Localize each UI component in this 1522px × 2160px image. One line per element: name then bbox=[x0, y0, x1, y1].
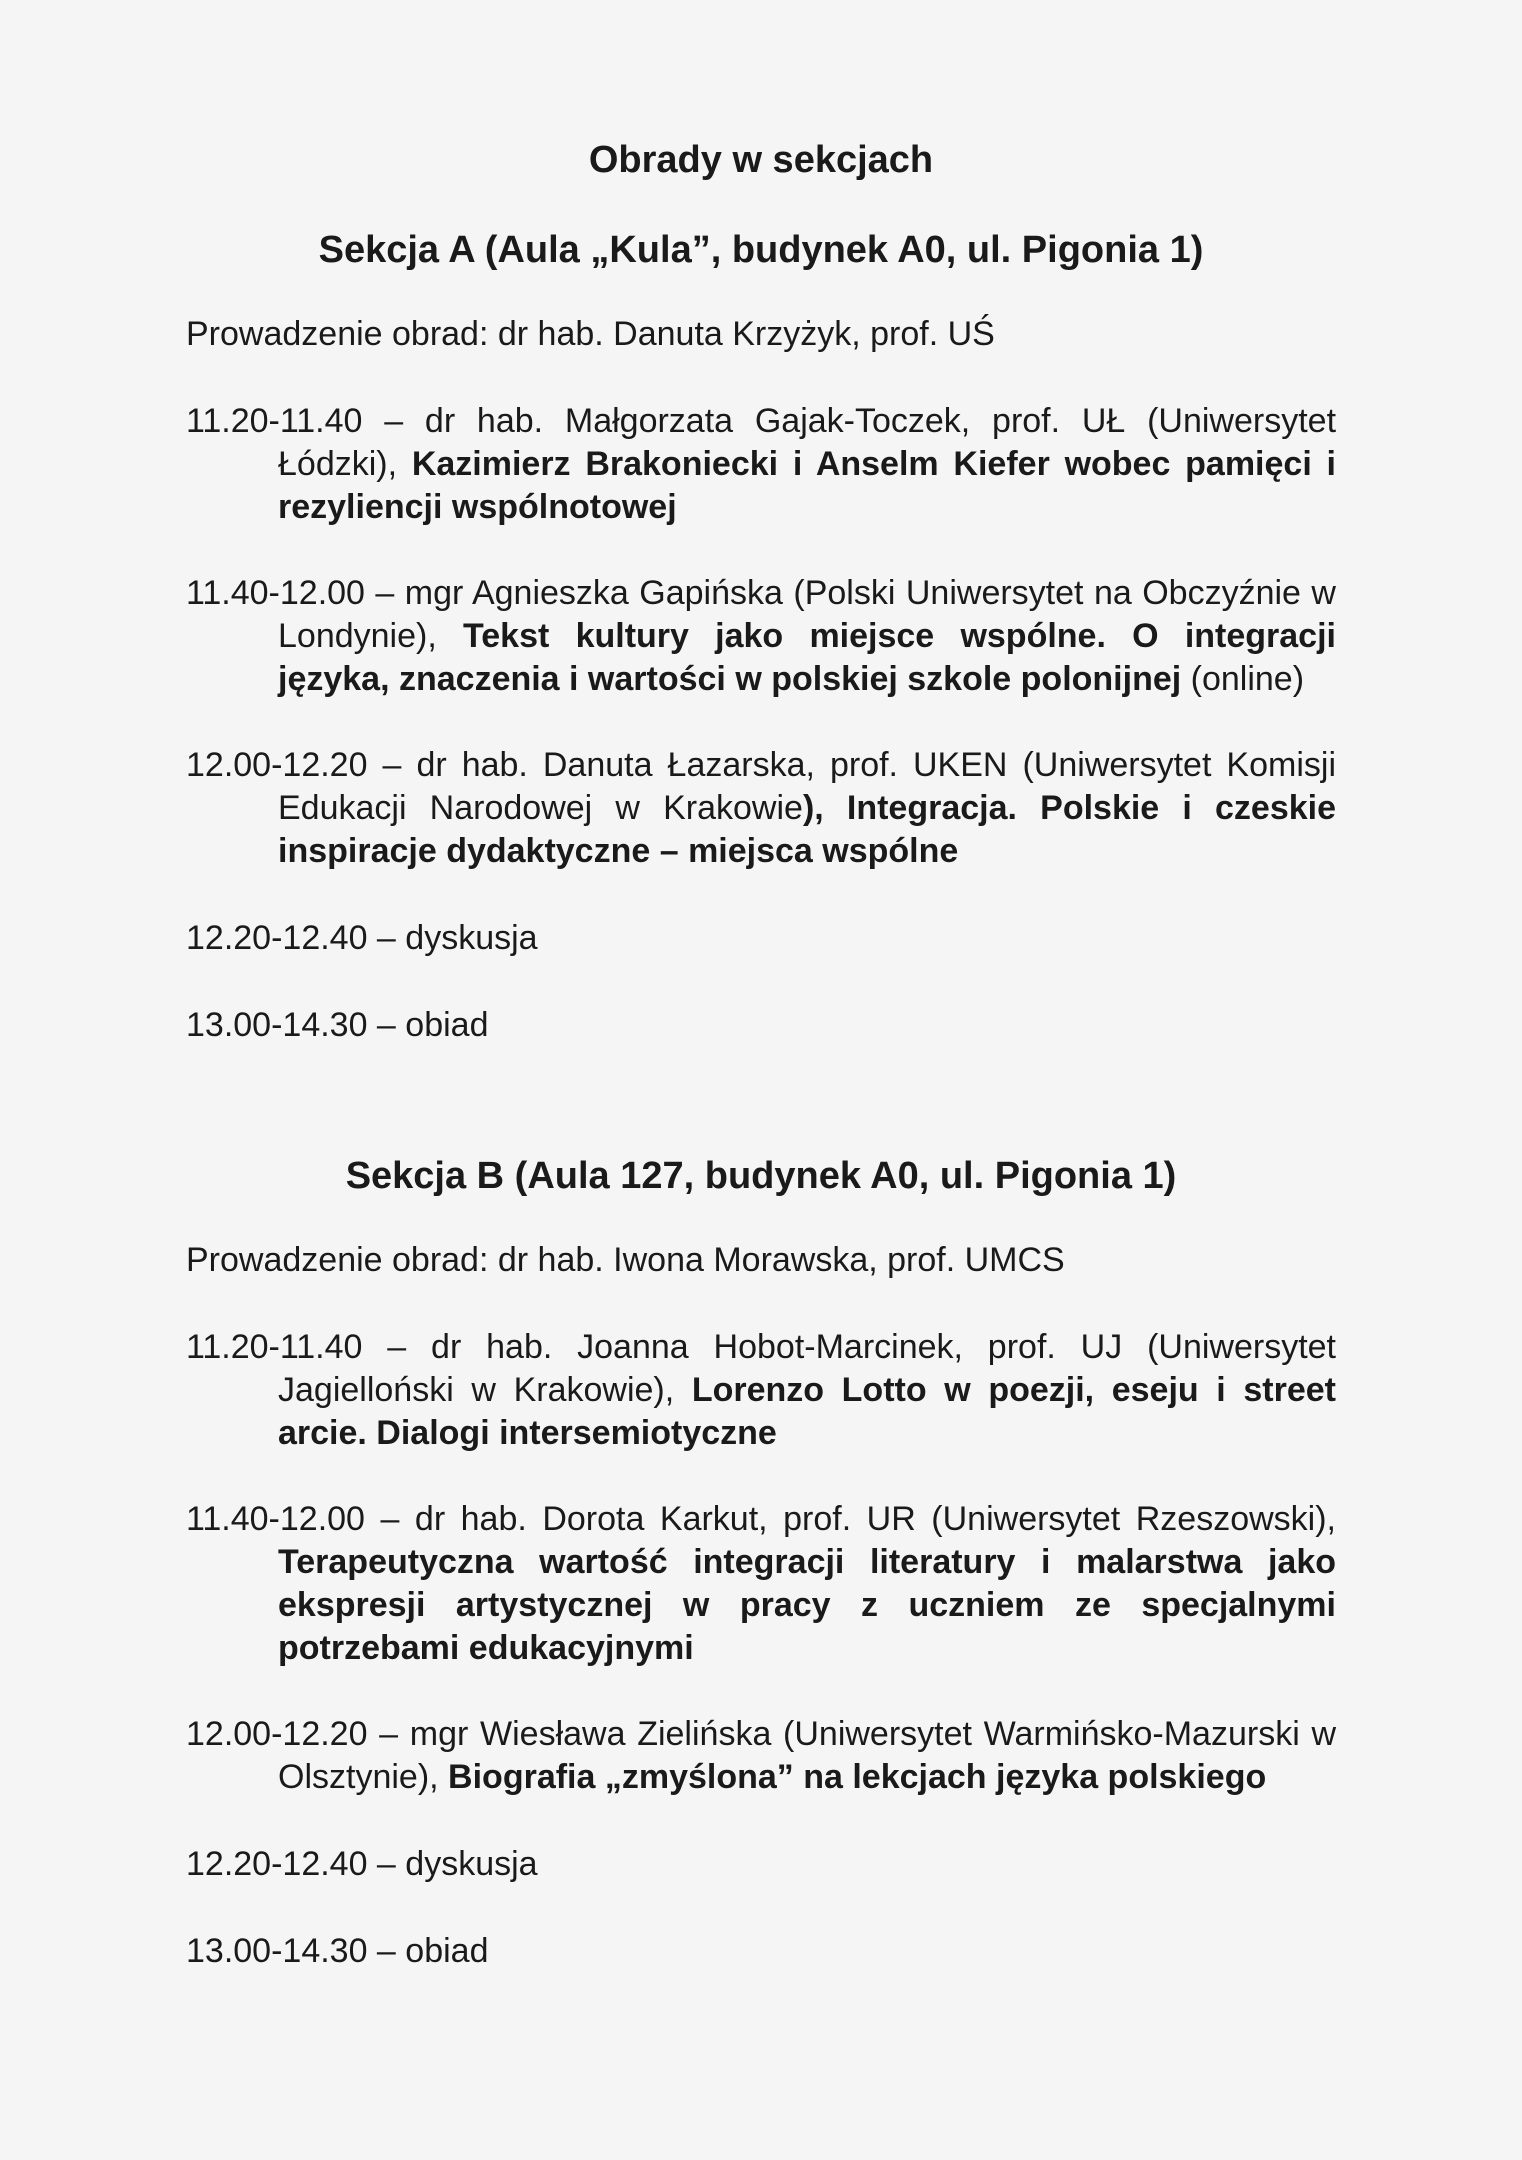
entry-time: 11.20-11.40 – bbox=[186, 402, 404, 440]
entry-note: (online) bbox=[1181, 660, 1305, 698]
entry-time: 11.40-12.00 – bbox=[186, 574, 395, 612]
section-spacer bbox=[186, 1090, 1336, 1152]
section-a-title: Sekcja A (Aula „Kula”, budynek A0, ul. Pigonia 1) bbox=[318, 229, 1204, 271]
entry-speaker: mgr Wiesława Zielińska (Uniwersytet Warmińsko-Mazurski w Olsztynie), bbox=[278, 1715, 1336, 1796]
entry-speaker: dr hab. Joanna Hobot-Marcinek, prof. UJ (Uniwersytet Jagielloński w Krakowie), bbox=[278, 1328, 1337, 1409]
entry-title: Terapeutyczna wartość integracji literatury i malarstwa jako ekspresji artystycznej w pracy z uczniem ze specjalnymi potrzebami edukacyjnymi bbox=[278, 1543, 1336, 1667]
section-a-discussion: 12.20-12.40 – dyskusja bbox=[186, 919, 538, 957]
section-b-chair: Prowadzenie obrad: dr hab. Iwona Morawska, prof. UMCS bbox=[186, 1241, 1065, 1279]
entry-speaker: mgr Agnieszka Gapińska (Polski Uniwersytet na Obczyźnie w Londynie), bbox=[278, 574, 1336, 655]
section-b-discussion: 12.20-12.40 – dyskusja bbox=[186, 1845, 538, 1883]
entry-speaker: dr hab. Dorota Karkut, prof. UR (Uniwersytet Rzeszowski), bbox=[399, 1500, 1336, 1538]
entry-speaker: dr hab. Danuta Łazarska, prof. UKEN (Uniwersytet Komisji Edukacji Narodowej w Krakowie bbox=[278, 746, 1337, 827]
section-a-entry-1 bbox=[186, 400, 1336, 529]
document-title: Obrady w sekcjach bbox=[588, 139, 934, 181]
entry-speaker: dr hab. Małgorzata Gajak-Toczek, prof. UŁ (Uniwersytet Łódzki), bbox=[278, 402, 1337, 483]
section-a-chair: Prowadzenie obrad: dr hab. Danuta Krzyżyk, prof. UŚ bbox=[186, 315, 995, 353]
entry-time: 11.20-11.40 – bbox=[186, 1328, 407, 1366]
section-a-entry-3 bbox=[186, 744, 1336, 873]
section-b-entry-1 bbox=[186, 1326, 1336, 1455]
entry-time: 12.00-12.20 – bbox=[186, 1715, 399, 1753]
section-b-lunch: 13.00-14.30 – obiad bbox=[186, 1932, 489, 1970]
entry-time: 11.40-12.00 – bbox=[186, 1500, 400, 1538]
section-a-entry-2 bbox=[186, 572, 1336, 701]
section-a-lunch: 13.00-14.30 – obiad bbox=[186, 1006, 489, 1044]
section-b-entry-2 bbox=[186, 1498, 1336, 1670]
section-b-title: Sekcja B (Aula 127, budynek A0, ul. Pigonia 1) bbox=[345, 1155, 1177, 1197]
entry-title: Biografia „zmyślona” na lekcjach języka polskiego bbox=[448, 1758, 1267, 1796]
entry-title: ), Integracja. Polskie i czeskie inspiracje dydaktyczne – miejsca wspólne bbox=[278, 789, 1336, 870]
entry-time: 12.00-12.20 – bbox=[186, 746, 402, 784]
entry-title: Kazimierz Brakoniecki i Anselm Kiefer wobec pamięci i rezyliencji wspólnotowej bbox=[278, 445, 1336, 526]
section-b-entry-3 bbox=[186, 1713, 1336, 1799]
entry-title: Lorenzo Lotto w poezji, eseju i street arcie. Dialogi intersemiotyczne bbox=[278, 1371, 1336, 1452]
entry-title: Tekst kultury jako miejsce wspólne. O integracji języka, znaczenia i wartości w polskiej szkole polonijnej bbox=[278, 617, 1336, 698]
